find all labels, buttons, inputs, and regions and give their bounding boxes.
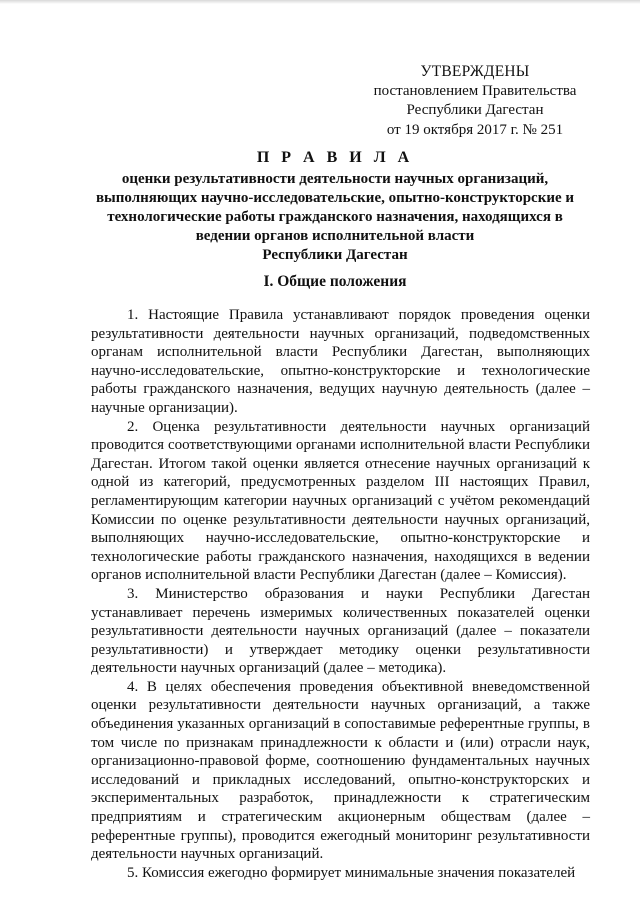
title-line-4: ведении органов исполнительной власти <box>195 228 475 244</box>
title-line-1: оценки результативности деятельности научных организаций, <box>121 171 549 187</box>
paragraph-3: 3. Министерство образования и науки Республики Дагестан устанавливает перечень измеримых количественных показателей оценки результативности деятельности научных организаций (далее – показатели результативности) и утверждает методику оценки результативности деятельности научных организаций (далее – методика). <box>91 585 590 677</box>
scan-edge <box>0 0 640 4</box>
approval-line-1: постановлением Правительства <box>373 82 577 99</box>
body-text <box>91 306 590 882</box>
title-line-2: выполняющих научно-исследовательские, опытно-конструкторские и <box>95 190 575 206</box>
document-title <box>80 148 590 265</box>
title-main: П Р А В И Л А <box>256 149 414 166</box>
approval-line-3: от 19 октября 2017 г. № 251 <box>386 121 564 138</box>
section-heading: I. Общие положения <box>263 273 407 290</box>
paragraph-5: 5. Комиссия ежегодно формирует минимальные значения показателей <box>127 864 576 881</box>
paragraph-2: 2. Оценка результативности деятельности научных организаций проводится соответствующими органами исполнительной власти Республики Дагестан. Итогом такой оценки является отнесение научных организаций к одной из категорий, предусмотренных разделом III настоящих Правил, регламентирующим категории научных организаций с учётом рекомендаций Комиссии по оценке результативности деятельности научных организаций, выполняющих научно-исследовательские, опытно-конструкторские и технологические работы гражданского назначения, находящихся в ведении органов исполнительной власти Республики Дагестан (далее – Комиссия). <box>91 418 590 584</box>
title-line-5: Республики Дагестан <box>262 247 408 263</box>
approval-line-2: Республики Дагестан <box>406 102 544 118</box>
approval-block <box>360 62 590 140</box>
approval-heading: УТВЕРЖДЕНЫ <box>420 63 530 80</box>
paragraph-1: 1. Настоящие Правила устанавливают порядок проведения оценки результативности деятельности научных организаций, подведомственных органам исполнительной власти Республики Дагестан, выполняющих научно-исследовательские, опытно-конструкторские и технологические работы гражданского назначения, ведущих научную деятельность (далее – научные организации). <box>91 307 590 416</box>
paragraph-4: 4. В целях обеспечения проведения объективной вневедомственной оценки результативности деятельности научных организаций, а также объединения указанных организаций в сопоставимые референтные группы, в том числе по признакам принадлежности к области и (или) отрасли наук, организационно-правовой форме, соотношению фундаментальных научных исследований и прикладных исследований, опытно-конструкторских и экспериментальных разработок, принадлежности к стратегическим предприятиям и стратегическим акционерным обществам (далее – референтные группы), проводится ежегодный мониторинг результативности деятельности научных организаций. <box>91 678 590 863</box>
title-line-3: технологические работы гражданского назначения, находящихся в <box>107 209 563 225</box>
